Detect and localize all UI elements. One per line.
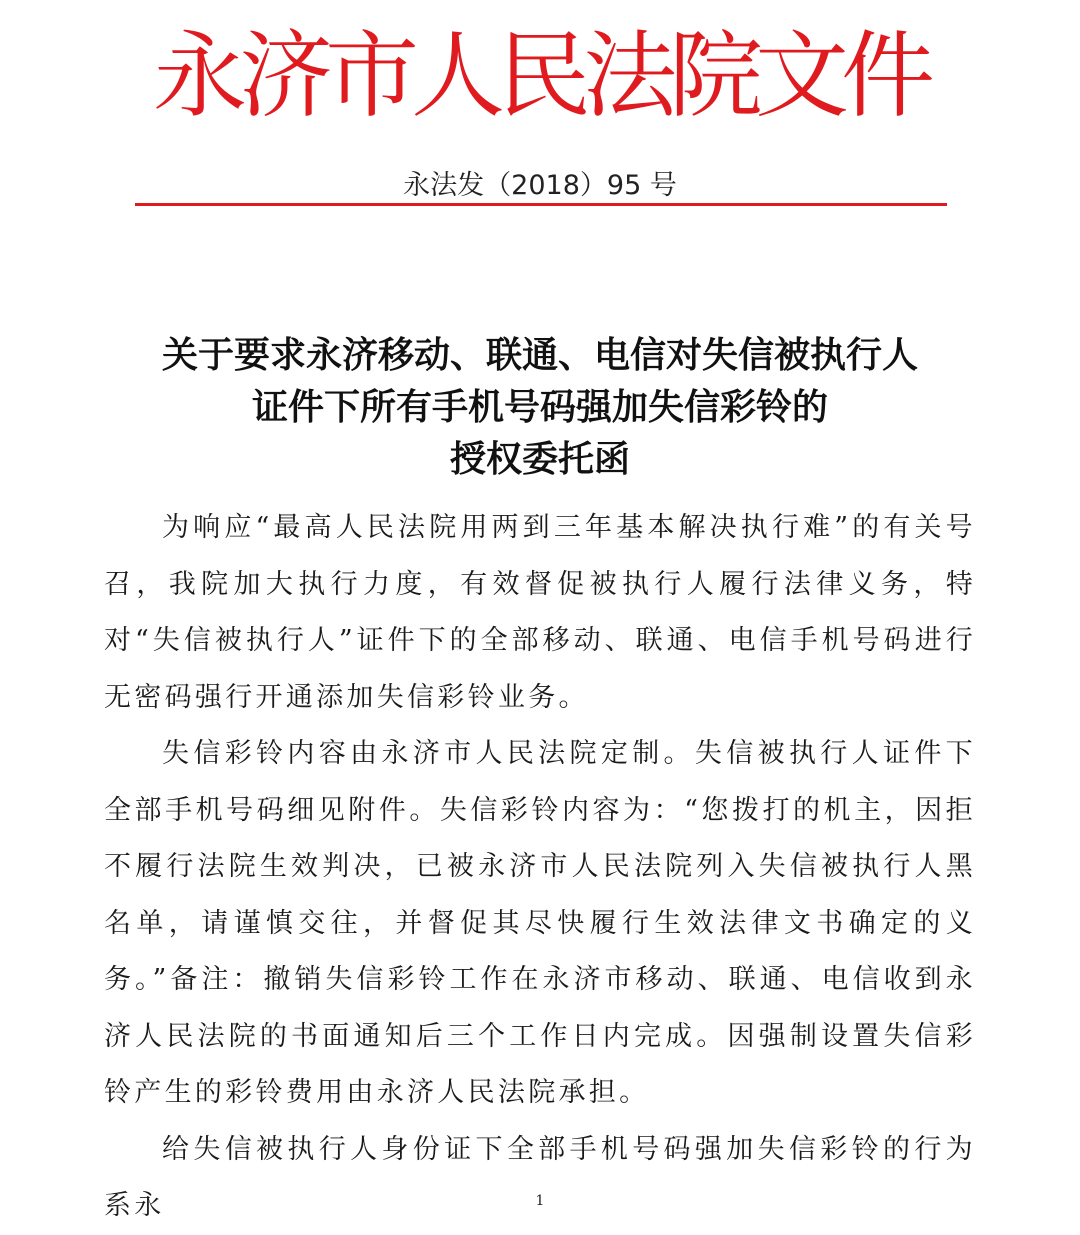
body-paragraph: 为响应“最高人民法院用两到三年基本解决执行难”的有关号召，我院加大执行力度，有效督促被执行人履行法律义务，特对“失信被执行人”证件下的全部移动、联通、电信手机号码进行无密码强行开通添加失信彩铃业务。 bbox=[104, 512, 976, 713]
document-title bbox=[60, 330, 1020, 486]
body-paragraph: 失信彩铃内容由永济市人民法院定制。失信被执行人证件下全部手机号码细见附件。失信彩铃内容为：“您拨打的机主，因拒不履行法院生效判决，已被永济市人民法院列入失信被执行人黑名单，请谨慎交往，并督促其尽快履行生效法律文书确定的义务。”备注：撤销失信彩铃工作在永济市移动、联通、电信收到永济人民法院的书面通知后三个工作日内完成。因强制设置失信彩铃产生的彩铃费用由永济人民法院承担。 bbox=[104, 738, 976, 1108]
page-number: 1 bbox=[535, 1193, 545, 1209]
title-line: 授权委托函 bbox=[449, 439, 630, 480]
red-divider-line bbox=[135, 203, 947, 206]
body-paragraph: 给失信被执行人身份证下全部手机号码强加失信彩铃的行为系永 bbox=[104, 1133, 976, 1221]
masthead-title: 永济市人民法院文件 bbox=[152, 22, 927, 131]
document-body bbox=[104, 500, 976, 1235]
title-line: 证件下所有手机号码强加失信彩铃的 bbox=[251, 387, 828, 428]
title-line: 关于要求永济移动、联通、电信对失信被执行人 bbox=[161, 335, 918, 376]
document-number: 永法发（2018）95 号 bbox=[403, 170, 677, 201]
